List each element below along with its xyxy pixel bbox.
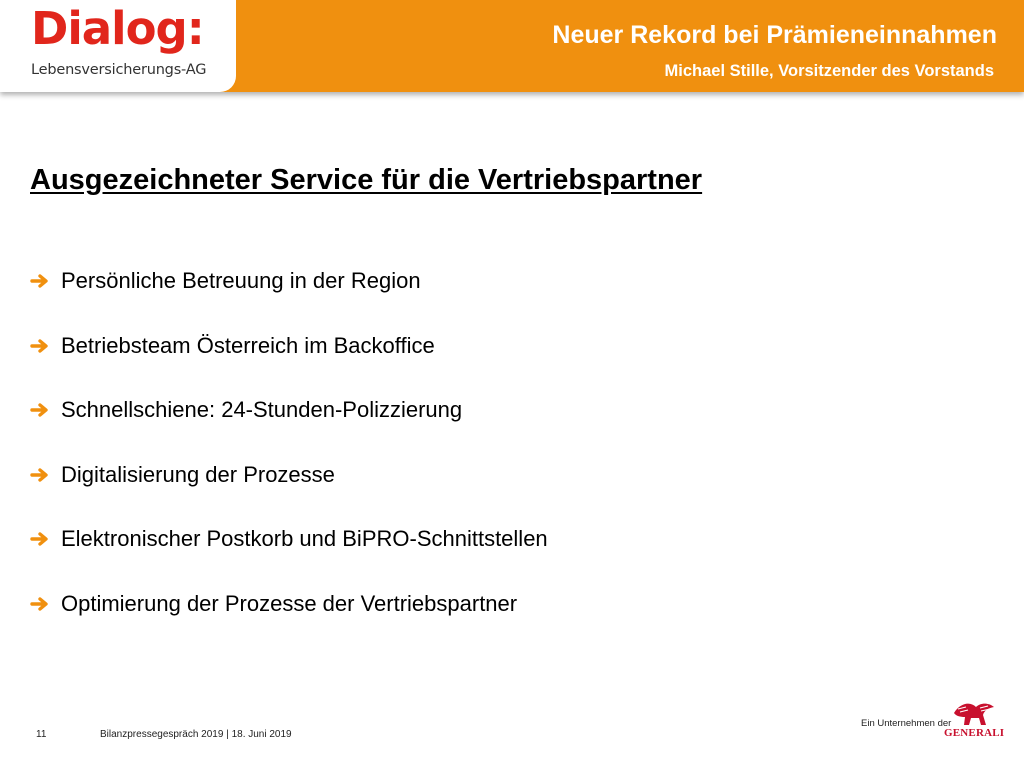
footer-event: Bilanzpressegespräch 2019 | 18. Juni 2019 bbox=[100, 729, 292, 740]
dialog-logo-subtext: Lebensversicherungs-AG bbox=[31, 62, 207, 78]
generali-logo-text: GENERALI bbox=[944, 727, 1005, 739]
company-label: Ein Unternehmen der bbox=[861, 718, 952, 729]
dialog-logo bbox=[0, 0, 236, 92]
bullet-text: Elektronischer Postkorb und BiPRO-Schnittstellen bbox=[61, 526, 548, 551]
header-bar bbox=[0, 0, 1024, 92]
bullet-text: Digitalisierung der Prozesse bbox=[61, 462, 335, 487]
right-arrow-icon bbox=[30, 339, 52, 353]
bullet-text: Persönliche Betreuung in der Region bbox=[61, 268, 421, 293]
bullet-text: Schnellschiene: 24-Stunden-Polizzierung bbox=[61, 397, 463, 422]
page-number: 11 bbox=[36, 729, 47, 740]
right-arrow-icon bbox=[30, 597, 52, 611]
right-arrow-icon bbox=[30, 468, 52, 482]
list-item bbox=[30, 464, 335, 486]
dialog-logo-wordmark: Dialog: bbox=[31, 2, 204, 55]
list-item bbox=[30, 593, 517, 615]
list-item bbox=[30, 399, 462, 421]
slide-heading: Ausgezeichneter Service für die Vertriebspartner bbox=[30, 164, 703, 196]
winged-lion-icon bbox=[950, 699, 996, 729]
list-item bbox=[30, 335, 435, 357]
right-arrow-icon bbox=[30, 274, 52, 288]
right-arrow-icon bbox=[30, 532, 52, 546]
bullet-text: Betriebsteam Österreich im Backoffice bbox=[61, 333, 435, 358]
list-item bbox=[30, 528, 548, 550]
presenter-name: Michael Stille, Vorsitzender des Vorstands bbox=[664, 62, 994, 80]
presentation-title: Neuer Rekord bei Prämieneinnahmen bbox=[552, 21, 997, 49]
bullet-text: Optimierung der Prozesse der Vertriebspartner bbox=[61, 591, 518, 616]
right-arrow-icon bbox=[30, 403, 52, 417]
list-item bbox=[30, 270, 421, 292]
